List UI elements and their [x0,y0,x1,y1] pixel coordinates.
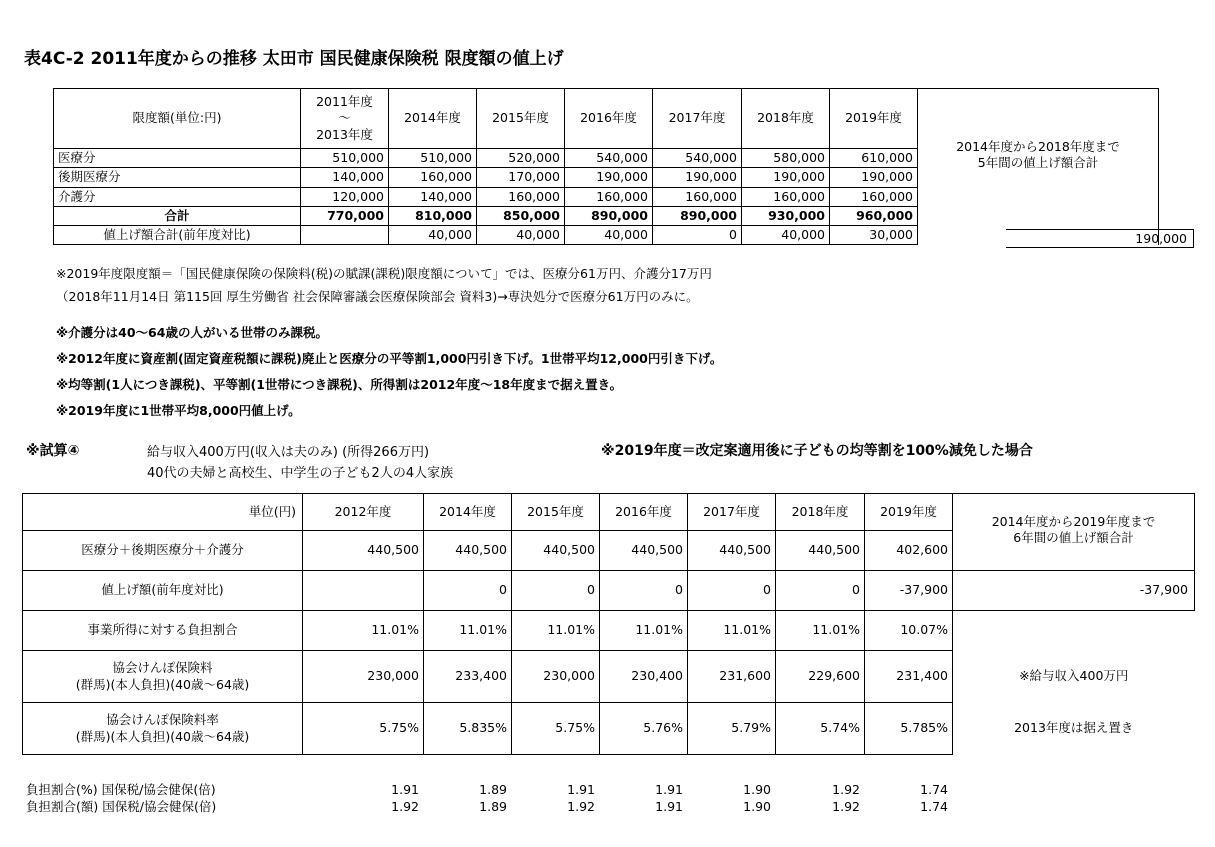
increase-label: 値上げ額合計(前年度対比) [54,226,301,245]
increase-value: 40,000 [389,226,477,245]
year-tilde: ～ [338,110,351,126]
cell-value: 231,400 [865,651,953,703]
trial-note-cell [953,494,1195,571]
cell-value: 11.01% [776,611,865,651]
limit-header-row [54,89,1159,149]
cell-value: 440,500 [688,531,776,571]
ratio-value: 1.92 [567,799,595,814]
cell-value: 440,500 [600,531,688,571]
cell-value: 233,400 [424,651,512,703]
cell-value: 160,000 [565,188,653,207]
row-label [23,703,303,755]
cell-value: 5.79% [688,703,776,755]
cell-value: 5.75% [512,703,600,755]
trial-line2: 40代の夫婦と高校生、中学生の子ども2人の4人家族 [147,466,454,481]
cell-value: 11.01% [424,611,512,651]
cell-value: 0 [512,571,600,611]
ratio-label: 負担割合(額) 国保税/協会健保(倍) [26,799,217,814]
total-label: 合計 [54,207,301,226]
cell-value: 5.835% [424,703,512,755]
cell-value: -37,900 [865,571,953,611]
cell-value: 610,000 [830,149,918,168]
limit-year: 2017年度 [653,89,742,149]
ratio-value: 1.91 [655,782,683,797]
ratio-label: 負担割合(%) 国保税/協会健保(倍) [26,782,216,797]
row-label: 医療分 [54,149,301,168]
trial-year: 2012年度 [303,494,424,531]
cell-value: 190,000 [742,168,830,188]
cell-value: 5.75% [303,703,424,755]
total-value: 770,000 [301,207,389,226]
cell-value: 10.07% [865,611,953,651]
cell-value: 0 [776,571,865,611]
row-label-line1: 協会けんぽ保険料率 [106,711,219,727]
row-label-line2: (群馬)(本人負担)(40歳～64歳) [75,676,250,692]
table-row [23,611,1195,651]
side-note: ※給与収入400万円 [953,651,1195,703]
row-label [23,651,303,703]
ratio-value: 1.91 [655,799,683,814]
ratio-value: 1.89 [479,782,507,797]
cell-value: 440,500 [424,531,512,571]
trial-year: 2017年度 [688,494,776,531]
cell-value: 402,600 [865,531,953,571]
cell-value: 190,000 [830,168,918,188]
increase-sum: 190,000 [1006,229,1194,248]
cell-value: 5.785% [865,703,953,755]
trial-year: 2014年度 [424,494,512,531]
cell-value: 510,000 [389,149,477,168]
cell-value: 140,000 [301,168,389,188]
ratio-value: 1.92 [391,799,419,814]
cell-value: 580,000 [742,149,830,168]
ratio-value: 1.92 [832,782,860,797]
limit-note-line2: 5年間の値上げ額合計 [977,154,1099,170]
total-value: 930,000 [742,207,830,226]
side-note: 2013年度は据え置き [953,703,1195,755]
cell-value: 140,000 [389,188,477,207]
trial-note-line2: 6年間の値上げ額合計 [1013,530,1134,546]
limit-note-line1: 2014年度から2018年度まで [956,139,1120,154]
ratio-row [22,798,952,815]
cell-value: 230,000 [512,651,600,703]
limit-year: 2019年度 [830,89,918,149]
cell-value: 160,000 [477,188,565,207]
cell-value: 160,000 [742,188,830,207]
ratio-value: 1.91 [567,782,595,797]
bold-note: ※均等割(1人につき課税)、平等割(1世帯につき課税)、所得割は2012年度～18年度まで据え置き。 [56,377,623,392]
limit-year: 2015年度 [477,89,565,149]
total-value: 850,000 [477,207,565,226]
cell-value: 5.74% [776,703,865,755]
trial-year: 2018年度 [776,494,865,531]
cell-value [303,571,424,611]
cell-value: 510,000 [301,149,389,168]
limit-table [53,88,1159,245]
cell-value: 11.01% [600,611,688,651]
limit-year: 2014年度 [389,89,477,149]
trial-header-row [23,494,1195,531]
cell-value: 11.01% [688,611,776,651]
cell-value: 11.01% [303,611,424,651]
trial-sum: -37,900 [953,571,1195,611]
cell-value: 0 [688,571,776,611]
row-label-line1: 協会けんぽ保険料 [112,659,213,675]
cell-value: 170,000 [477,168,565,188]
increase-value: 40,000 [742,226,830,245]
ratio-value: 1.89 [479,799,507,814]
empty-side [953,611,1195,651]
cell-value: 0 [600,571,688,611]
total-value: 960,000 [830,207,918,226]
total-value: 810,000 [389,207,477,226]
cell-value: 11.01% [512,611,600,651]
cell-value: 229,600 [776,651,865,703]
trial-header-label: 単位(円) [23,494,303,531]
trial-condition: ※2019年度＝改定案適用後に子どもの均等割を100%減免した場合 [601,443,1033,459]
table-row [23,651,1195,703]
bold-note: ※2012年度に資産割(固定資産税額に課税)廃止と医療分の平等割1,000円引き下げ。1世帯平均12,000円引き下げ。 [56,351,723,366]
cell-value: 160,000 [830,188,918,207]
note-line: （2018年11月14日 第115回 厚生労働省 社会保障審議会医療保険部会 資料3)→専決処分で医療分61万円のみに。 [56,289,699,304]
cell-value: 440,500 [776,531,865,571]
increase-value: 40,000 [565,226,653,245]
trial-line1: 給与収入400万円(収入は夫のみ) (所得266万円) [147,445,430,460]
limit-year: 2018年度 [742,89,830,149]
table-row [23,703,1195,755]
ratio-value: 1.91 [391,782,419,797]
cell-value: 230,400 [600,651,688,703]
row-label: 後期医療分 [54,168,301,188]
row-label: 介護分 [54,188,301,207]
limit-year-2011-2013 [301,89,389,149]
trial-label: ※試算④ [26,443,80,459]
cell-value: 190,000 [565,168,653,188]
limit-note-cell [918,89,1159,245]
increase-value: 40,000 [477,226,565,245]
ratio-table [22,781,952,815]
cell-value: 160,000 [653,188,742,207]
ratio-value: 1.92 [832,799,860,814]
cell-value: 190,000 [653,168,742,188]
year-start: 2011年度 [316,94,373,110]
row-label: 値上げ額(前年度対比) [23,571,303,611]
total-value: 890,000 [653,207,742,226]
bold-note: ※介護分は40～64歳の人がいる世帯のみ課税。 [56,325,328,340]
ratio-value: 1.74 [920,782,948,797]
trial-year: 2015年度 [512,494,600,531]
cell-value: 520,000 [477,149,565,168]
cell-value: 160,000 [389,168,477,188]
table-row [23,571,1195,611]
trial-table [22,493,1195,755]
increase-value [301,226,389,245]
cell-value: 231,600 [688,651,776,703]
cell-value: 230,000 [303,651,424,703]
cell-value: 440,500 [512,531,600,571]
row-label-line2: (群馬)(本人負担)(40歳～64歳) [75,728,250,744]
row-label: 事業所得に対する負担割合 [23,611,303,651]
trial-year: 2016年度 [600,494,688,531]
cell-value: 120,000 [301,188,389,207]
increase-value: 30,000 [830,226,918,245]
limit-year: 2016年度 [565,89,653,149]
row-label: 医療分＋後期医療分＋介護分 [23,531,303,571]
ratio-row [22,781,952,798]
cell-value: 440,500 [303,531,424,571]
note-line: ※2019年度限度額＝「国民健康保険の保険料(税)の賦課(課税)限度額について」では、医療分61万円、介護分17万円 [56,266,712,281]
trial-note-line1: 2014年度から2019年度まで [991,514,1156,529]
cell-value: 0 [424,571,512,611]
cell-value: 540,000 [565,149,653,168]
year-end: 2013年度 [316,126,373,142]
increase-value: 0 [653,226,742,245]
bold-note: ※2019年度に1世帯平均8,000円値上げ。 [56,403,301,418]
page-title: 表4C-2 2011年度からの推移 太田市 国民健康保険税 限度額の値上げ [24,49,564,69]
total-value: 890,000 [565,207,653,226]
ratio-value: 1.90 [743,799,771,814]
ratio-value: 1.74 [920,799,948,814]
limit-header-label: 限度額(単位:円) [54,89,301,149]
cell-value: 5.76% [600,703,688,755]
cell-value: 540,000 [653,149,742,168]
ratio-value: 1.90 [743,782,771,797]
trial-year: 2019年度 [865,494,953,531]
